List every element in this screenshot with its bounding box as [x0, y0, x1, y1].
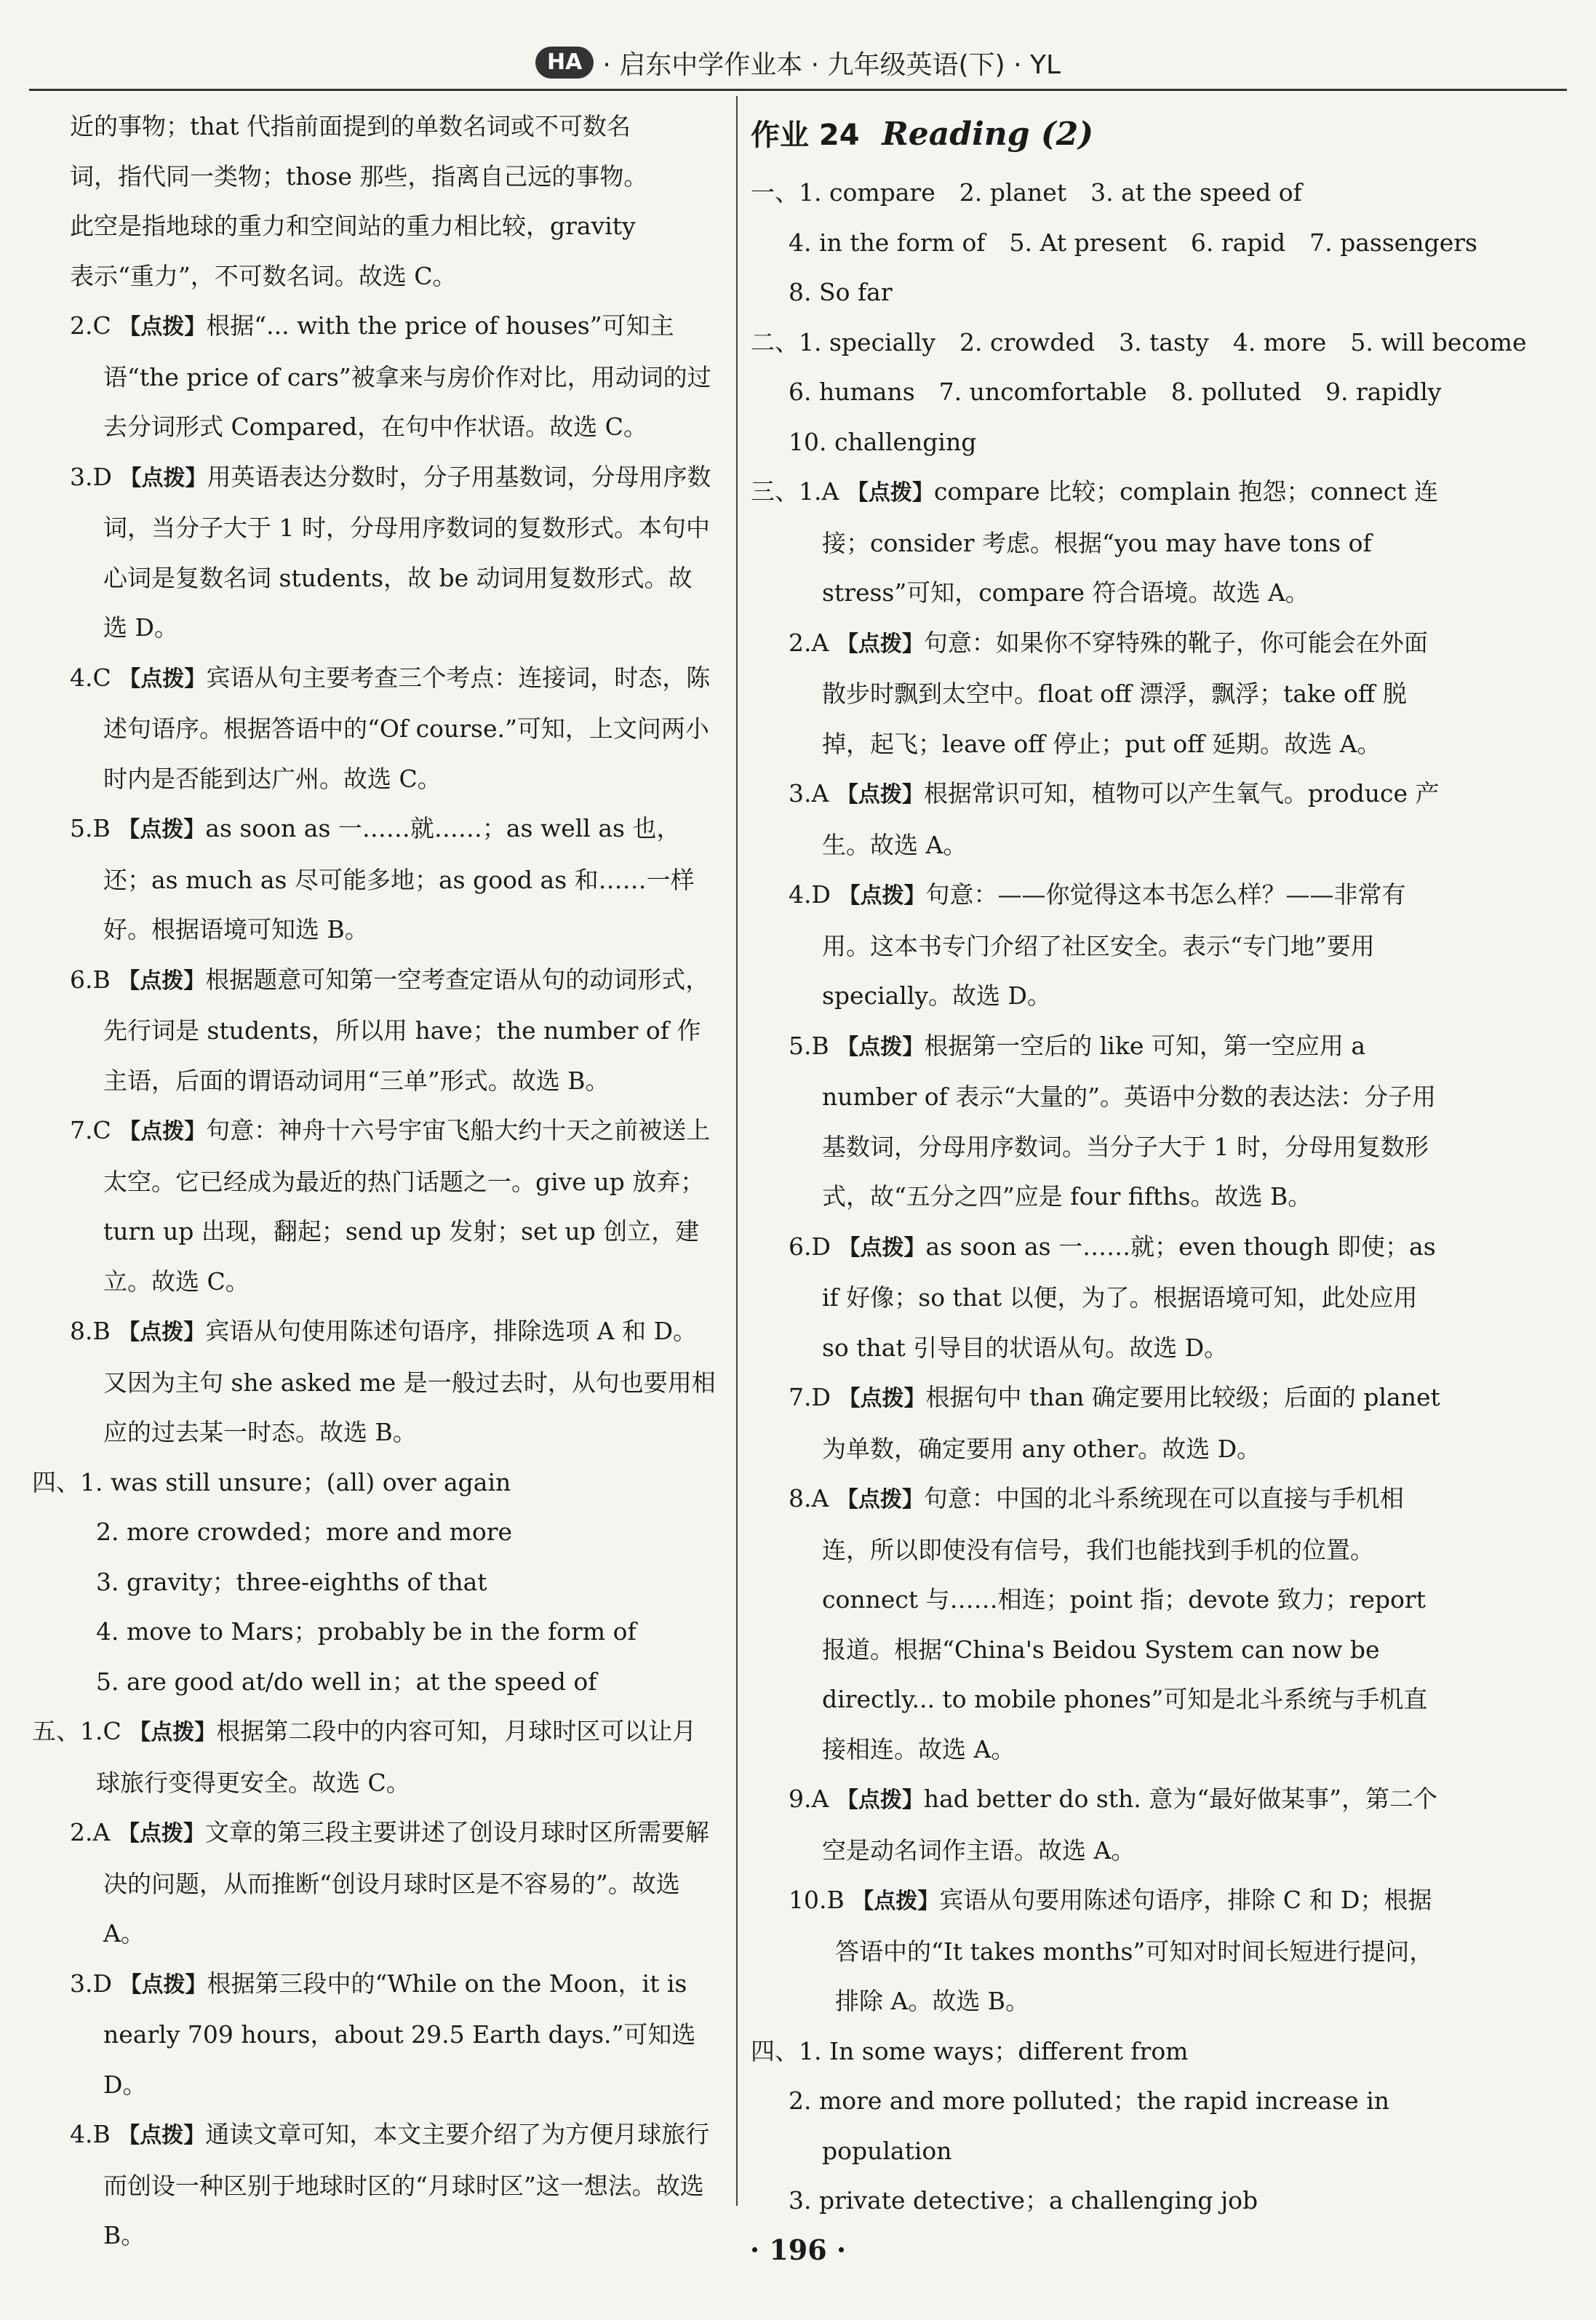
answer-item: 10.B 【点拨】宾语从句要用陈述句语序，排除 C 和 D；根据答语中的“It takes months”可知对时间长短进行提问，排除 A。故选 B。	[789, 1886, 1434, 2015]
section-one	[751, 168, 1477, 318]
answer-item: 3.D 【点拨】根据第三段中的“While on the Moon，it is nearly 709 hours，about 29.5 Earth days.”可知选 D。	[70, 1969, 696, 2099]
answer-item: 7.C 【点拨】句意：神舟十六号宇宙飞船大约十天之前被送上太空。它已经成为最近的热门话题之一。give up 放弃；turn up 出现，翻起；send up 发射；set up 创立，建立。故选 C。	[70, 1116, 711, 1296]
homework-topic: Reading (2)	[882, 116, 1094, 153]
answer-item: 2.C 【点拨】根据“... with the price of houses”可知主语“the price of cars”被拿来与房价作对比，用动词的过去分词形式 Compared，在句中作状语。故选 C。	[70, 311, 711, 441]
section-line: 10. challenging	[789, 427, 977, 456]
header-rule	[29, 89, 1567, 91]
answer-item: 三、1.A 【点拨】compare 比较；complain 抱怨；connect 连接；consider 考虑。根据“you may have tons of stress”可知，compare 符合语境。故选 A。	[751, 477, 1438, 607]
left-column	[32, 102, 716, 2261]
section-line: 四、1. In some ways；different from	[751, 2036, 1189, 2065]
section-line: 四、1. was still unsure；(all) over again	[32, 1467, 511, 1496]
answer-item: 五、1.C 【点拨】根据第二段中的内容可知，月球时区可以让月球旅行变得更安全。故选 C。	[32, 1717, 697, 1797]
section-line: 2. more crowded；more and more	[96, 1518, 513, 1546]
column-divider	[736, 96, 738, 2206]
section-line: 6. humans 7. uncomfortable 8. polluted 9. rapidly	[789, 378, 1442, 406]
answer-item: 9.A 【点拨】had better do sth. 意为“最好做某事”，第二个空是动名词作主语。故选 A。	[789, 1785, 1438, 1865]
answer-item: 4.D 【点拨】句意：——你觉得这本书怎么样？——非常有用。这本书专门介绍了社区安全。表示“专门地”要用 specially。故选 D。	[789, 880, 1406, 1010]
publisher-badge: HA	[535, 47, 594, 79]
homework-title	[751, 102, 1442, 168]
section-label: 四、	[751, 2036, 799, 2065]
section-line: 二、1. specially 2. crowded 3. tasty 4. more 5. will become	[751, 327, 1527, 356]
section-line: 8. So far	[789, 278, 893, 306]
section-two	[751, 318, 1527, 468]
answer-item: 6.B 【点拨】根据题意可知第一空考查定语从句的动词形式，先行词是 students，所以用 have；the number of 作主语，后面的谓语动词用“三单”形式。故选 B。	[70, 965, 710, 1095]
section-three	[751, 467, 1442, 2027]
answer-item: 3.A 【点拨】根据常识可知，植物可以产生氧气。produce 产生。故选 A。	[789, 779, 1440, 859]
answer-item: 6.D 【点拨】as soon as 一……就；even though 即使；as if 好像；so that 以便，为了。根据语境可知，此处应用 so that 引导目的状语从句。故选 D。	[789, 1232, 1436, 1362]
section-label: 二、	[751, 327, 799, 356]
section-line: 一、1. compare 2. planet 3. at the speed of	[751, 178, 1302, 207]
answer-item: 5.B 【点拨】as soon as 一……就……；as well as 也，还；as much as 尽可能多地；as good as 和……一样好。根据语境可知选 B。	[70, 814, 695, 944]
answer-item: 4.C 【点拨】宾语从句主要考查三个考点：连接词，时态，陈述句语序。根据答语中的“Of course.”可知，上文问两小时内是否能到达广州。故选 C。	[70, 663, 711, 793]
page-number: · 196 ·	[749, 2233, 847, 2266]
answer-item: 5.B 【点拨】根据第一空后的 like 可知，第一空应用 a number of 表示“大量的”。英语中分数的表达法：分子用基数词，分母用序数词。当分子大于 1 时，分母用复数形式，故“五分之四”应是 four fifths。故选 B。	[789, 1031, 1437, 1211]
section-line: 3. private detective；a challenging job	[789, 2186, 1258, 2215]
answer-item: 4.B 【点拨】通读文章可知，本文主要介绍了为方便月球旅行而创设一种区别于地球时区的“月球时区”这一想法。故选 B。	[70, 2120, 710, 2249]
right-column	[751, 102, 1527, 2226]
section-line: 4. in the form of 5. At present 6. rapid 7. passengers	[789, 228, 1477, 257]
answer-item: 8.B 【点拨】宾语从句使用陈述句语序，排除选项 A 和 D。又因为主句 she asked me 是一般过去时，从句也要用相应的过去某一时态。故选 B。	[70, 1317, 716, 1446]
homework-number: 作业 24	[751, 119, 860, 152]
text-line: 近的事物；that 代指前面提到的单数名词或不可数名	[70, 112, 631, 140]
answer-item: 3.D 【点拨】用英语表达分数时，分子用基数词，分母用序数词，当分子大于 1 时，分母用序数词的复数形式。本句中心词是复数名词 students，故 be 动词用复数形式。故选 D。	[70, 462, 711, 642]
text-line: 此空是指地球的重力和空间站的重力相比较，gravity	[70, 212, 636, 240]
left-answer-list	[32, 301, 716, 1458]
answer-item: 2.A 【点拨】句意：如果你不穿特殊的靴子，你可能会在外面散步时飘到太空中。float off 漂浮，飘浮；take off 脱掉，起飞；leave off 停止；put off 延期。故选 A。	[789, 628, 1428, 758]
section-label: 四、	[32, 1467, 80, 1496]
continued-answer	[32, 102, 716, 301]
section-line: 4. move to Mars；probably be in the form of	[96, 1617, 637, 1646]
section-label: 五、	[32, 1717, 80, 1745]
text-line: 词，指代同一类物；those 那些，指离自己远的事物。	[70, 162, 648, 191]
section-five-left	[32, 1707, 716, 2261]
section-line: 5. are good at/do well in；at the speed of	[96, 1667, 597, 1696]
answer-item: 2.A 【点拨】文章的第三段主要讲述了创设月球时区所需要解决的问题，从而推断“创设月球时区是不容易的”。故选 A。	[70, 1818, 709, 1948]
section-label: 一、	[751, 178, 799, 207]
section-four-right	[751, 2027, 1442, 2226]
section-label: 三、	[751, 477, 799, 506]
section-line: 2. more and more polluted；the rapid increase in population	[789, 2086, 1389, 2165]
section-four-left	[32, 1458, 716, 1707]
answer-item: 7.D 【点拨】根据句中 than 确定要用比较级；后面的 planet 为单数，确定要用 any other。故选 D。	[789, 1383, 1440, 1463]
section-line: 3. gravity；three-eighths of that	[96, 1567, 487, 1596]
text-line: 表示“重力”，不可数名词。故选 C。	[70, 261, 457, 290]
running-header	[29, 42, 1567, 83]
book-title: · 启东中学作业本 · 九年级英语(下) · YL	[602, 49, 1061, 80]
answer-item: 8.A 【点拨】句意：中国的北斗系统现在可以直接与手机相连，所以即使没有信号，我们也能找到手机的位置。connect 与……相连；point 指；devote 致力；report 报道。根据“China's Beidou System can now be directly... to mobile phones”可知是北斗系统与手机直接相连。故选 A。	[789, 1484, 1428, 1763]
